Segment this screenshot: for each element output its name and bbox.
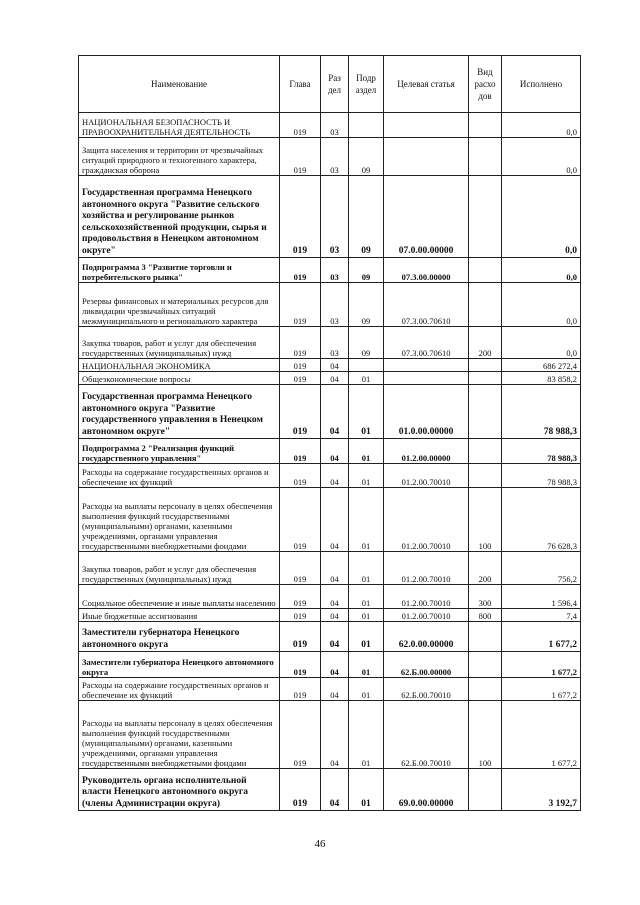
row-amount: 78 988,3 (502, 385, 581, 439)
row-vid (469, 113, 502, 138)
table-row (79, 488, 581, 552)
row-vid (469, 258, 502, 283)
row-amount: 0,0 (502, 113, 581, 138)
row-name: Расходы на выплаты персоналу в целях обеспечения выполнения функций государственными (муниципальными) органами, казенными учреждениями, органами управления государственными внебюджетными фондами (79, 701, 280, 769)
row-podrazdel: 01 (349, 385, 384, 439)
row-razdel: 04 (321, 622, 349, 652)
row-razdel: 03 (321, 283, 349, 327)
row-glava: 019 (280, 464, 321, 488)
row-amount: 686 272,4 (502, 359, 581, 372)
row-target: 62.Б.00.70010 (384, 701, 469, 769)
row-razdel: 04 (321, 609, 349, 622)
row-amount: 1 677,2 (502, 652, 581, 678)
col-header-podrazdel: Подр аздел (349, 56, 384, 113)
col-header-vid: Вид расхо дов (469, 56, 502, 113)
row-vid (469, 385, 502, 439)
row-target: 62.Б.00.00000 (384, 652, 469, 678)
row-razdel: 04 (321, 678, 349, 701)
row-razdel: 03 (321, 327, 349, 359)
table-row (79, 385, 581, 439)
row-podrazdel: 09 (349, 327, 384, 359)
row-target: 01.2.00.70010 (384, 585, 469, 609)
row-vid (469, 359, 502, 372)
row-razdel: 04 (321, 359, 349, 372)
table-row (79, 678, 581, 701)
row-vid: 200 (469, 327, 502, 359)
col-header-razdel: Раз дел (321, 56, 349, 113)
row-target: 62.0.00.00000 (384, 622, 469, 652)
row-razdel: 04 (321, 652, 349, 678)
row-name: Заместители губернатора Ненецкого автономного округа (79, 652, 280, 678)
row-target: 01.2.00.70010 (384, 488, 469, 552)
table-row (79, 258, 581, 283)
table-row (79, 359, 581, 372)
row-razdel: 03 (321, 258, 349, 283)
row-glava: 019 (280, 176, 321, 258)
row-podrazdel: 01 (349, 609, 384, 622)
col-header-target: Целевая статья (384, 56, 469, 113)
row-name: НАЦИОНАЛЬНАЯ БЕЗОПАСНОСТЬ И ПРАВООХРАНИТЕЛЬНАЯ ДЕЯТЕЛЬНОСТЬ (79, 113, 280, 138)
row-target: 01.2.00.70010 (384, 552, 469, 585)
col-header-executed: Исполнено (502, 56, 581, 113)
row-glava: 019 (280, 327, 321, 359)
row-target: 62.Б.00.70010 (384, 678, 469, 701)
row-glava: 019 (280, 113, 321, 138)
row-podrazdel (349, 113, 384, 138)
table-row (79, 585, 581, 609)
row-podrazdel (349, 359, 384, 372)
row-vid: 300 (469, 585, 502, 609)
row-podrazdel: 09 (349, 176, 384, 258)
col-header-glava: Глава (280, 56, 321, 113)
row-glava: 019 (280, 609, 321, 622)
table-header-row (79, 56, 581, 113)
row-razdel: 04 (321, 439, 349, 464)
table-row (79, 327, 581, 359)
row-name: Расходы на содержание государственных органов и обеспечение их функций (79, 678, 280, 701)
row-name: Защита населения и территории от чрезвычайных ситуаций природного и техногенного характера, гражданская оборона (79, 138, 280, 176)
table-row (79, 138, 581, 176)
row-podrazdel: 01 (349, 585, 384, 609)
row-vid: 100 (469, 488, 502, 552)
table-row (79, 652, 581, 678)
row-razdel: 04 (321, 488, 349, 552)
row-razdel: 04 (321, 385, 349, 439)
row-vid (469, 176, 502, 258)
row-podrazdel: 01 (349, 701, 384, 769)
row-glava: 019 (280, 622, 321, 652)
row-amount: 1 596,4 (502, 585, 581, 609)
row-target (384, 372, 469, 385)
row-vid (469, 622, 502, 652)
row-target: 07.3.00.70610 (384, 327, 469, 359)
row-podrazdel: 01 (349, 652, 384, 678)
row-razdel: 03 (321, 113, 349, 138)
row-podrazdel: 01 (349, 488, 384, 552)
row-vid (469, 652, 502, 678)
table-row (79, 464, 581, 488)
row-podrazdel: 01 (349, 464, 384, 488)
row-razdel: 03 (321, 176, 349, 258)
row-target: 07.3.00.00000 (384, 258, 469, 283)
row-target: 01.2.00.70010 (384, 609, 469, 622)
row-vid (469, 769, 502, 811)
row-glava: 019 (280, 385, 321, 439)
row-amount: 3 192,7 (502, 769, 581, 811)
row-razdel: 04 (321, 769, 349, 811)
row-name: Подпрограмма 2 "Реализация функций государственного управления" (79, 439, 280, 464)
row-name: Иные бюджетные ассигнования (79, 609, 280, 622)
row-vid (469, 372, 502, 385)
row-name: Государственная программа Ненецкого автономного округа "Развитие сельского хозяйства и регулирование рынков сельскохозяйственной продукции, сырья и продовольствия в Ненецком автономном округе" (79, 176, 280, 258)
row-amount: 83 858,2 (502, 372, 581, 385)
row-name: Закупка товаров, работ и услуг для обеспечения государственных (муниципальных) нужд (79, 327, 280, 359)
row-glava: 019 (280, 359, 321, 372)
row-podrazdel: 01 (349, 372, 384, 385)
table-row (79, 701, 581, 769)
row-amount: 0,0 (502, 138, 581, 176)
col-header-name: Наименование (79, 56, 280, 113)
row-razdel: 03 (321, 138, 349, 176)
table-row (79, 622, 581, 652)
row-target: 01.2.00.70010 (384, 464, 469, 488)
table-row (79, 176, 581, 258)
row-name: Руководитель органа исполнительной власти Ненецкого автономного округа (члены Администрации округа) (79, 769, 280, 811)
row-amount: 0,0 (502, 327, 581, 359)
row-razdel: 04 (321, 552, 349, 585)
row-target: 01.2.00.00000 (384, 439, 469, 464)
row-amount: 78 988,3 (502, 439, 581, 464)
row-name: Государственная программа Ненецкого автономного округа "Развитие государственного управления в Ненецком автономном округе" (79, 385, 280, 439)
row-glava: 019 (280, 585, 321, 609)
row-glava: 019 (280, 488, 321, 552)
row-vid (469, 283, 502, 327)
row-glava: 019 (280, 258, 321, 283)
row-amount: 0,0 (502, 258, 581, 283)
row-podrazdel: 01 (349, 552, 384, 585)
row-podrazdel: 01 (349, 769, 384, 811)
row-glava: 019 (280, 652, 321, 678)
row-amount: 76 628,3 (502, 488, 581, 552)
row-vid: 200 (469, 552, 502, 585)
row-target (384, 113, 469, 138)
row-podrazdel: 09 (349, 283, 384, 327)
table-row (79, 769, 581, 811)
row-razdel: 04 (321, 372, 349, 385)
row-vid: 800 (469, 609, 502, 622)
table-row (79, 609, 581, 622)
table-row (79, 372, 581, 385)
row-glava: 019 (280, 283, 321, 327)
row-amount: 1 677,2 (502, 678, 581, 701)
table-row (79, 552, 581, 585)
page-number: 46 (314, 838, 326, 850)
row-razdel: 04 (321, 585, 349, 609)
row-glava: 019 (280, 678, 321, 701)
row-target: 07.3.00.70610 (384, 283, 469, 327)
row-target (384, 359, 469, 372)
row-glava: 019 (280, 552, 321, 585)
table-row (79, 439, 581, 464)
row-amount: 1 677,2 (502, 622, 581, 652)
row-vid (469, 439, 502, 464)
row-podrazdel: 01 (349, 678, 384, 701)
row-vid (469, 678, 502, 701)
row-name: Расходы на содержание государственных органов и обеспечение их функций (79, 464, 280, 488)
row-name: Закупка товаров, работ и услуг для обеспечения государственных (муниципальных) нужд (79, 552, 280, 585)
row-amount: 78 988,3 (502, 464, 581, 488)
row-glava: 019 (280, 701, 321, 769)
row-amount: 0,0 (502, 176, 581, 258)
row-target: 07.0.00.00000 (384, 176, 469, 258)
row-podrazdel: 09 (349, 258, 384, 283)
row-name: Резервы финансовых и материальных ресурсов для ликвидации чрезвычайных ситуаций межмуниципального и регионального характера (79, 283, 280, 327)
row-glava: 019 (280, 769, 321, 811)
row-target (384, 138, 469, 176)
row-amount: 1 677,2 (502, 701, 581, 769)
row-podrazdel: 01 (349, 439, 384, 464)
row-amount: 0,0 (502, 283, 581, 327)
row-amount: 756,2 (502, 552, 581, 585)
row-razdel: 04 (321, 701, 349, 769)
row-target: 01.0.00.00000 (384, 385, 469, 439)
row-name: Общеэкономические вопросы (79, 372, 280, 385)
row-name: Подпрограмма 3 "Развитие торговли и потребительского рынка" (79, 258, 280, 283)
row-podrazdel: 09 (349, 138, 384, 176)
row-name: Заместители губернатора Ненецкого автономного округа (79, 622, 280, 652)
row-vid: 100 (469, 701, 502, 769)
row-podrazdel: 01 (349, 622, 384, 652)
row-vid (469, 138, 502, 176)
row-name: НАЦИОНАЛЬНАЯ ЭКОНОМИКА (79, 359, 280, 372)
row-glava: 019 (280, 372, 321, 385)
row-glava: 019 (280, 138, 321, 176)
table-row (79, 113, 581, 138)
row-name: Социальное обеспечение и иные выплаты населению (79, 585, 280, 609)
budget-table (78, 55, 581, 811)
row-vid (469, 464, 502, 488)
row-razdel: 04 (321, 464, 349, 488)
row-target: 69.0.00.00000 (384, 769, 469, 811)
row-glava: 019 (280, 439, 321, 464)
row-name: Расходы на выплаты персоналу в целях обеспечения выполнения функций государственными (муниципальными) органами, казенными учреждениями, органами управления государственными внебюджетными фондами (79, 488, 280, 552)
row-amount: 7,4 (502, 609, 581, 622)
table-row (79, 283, 581, 327)
